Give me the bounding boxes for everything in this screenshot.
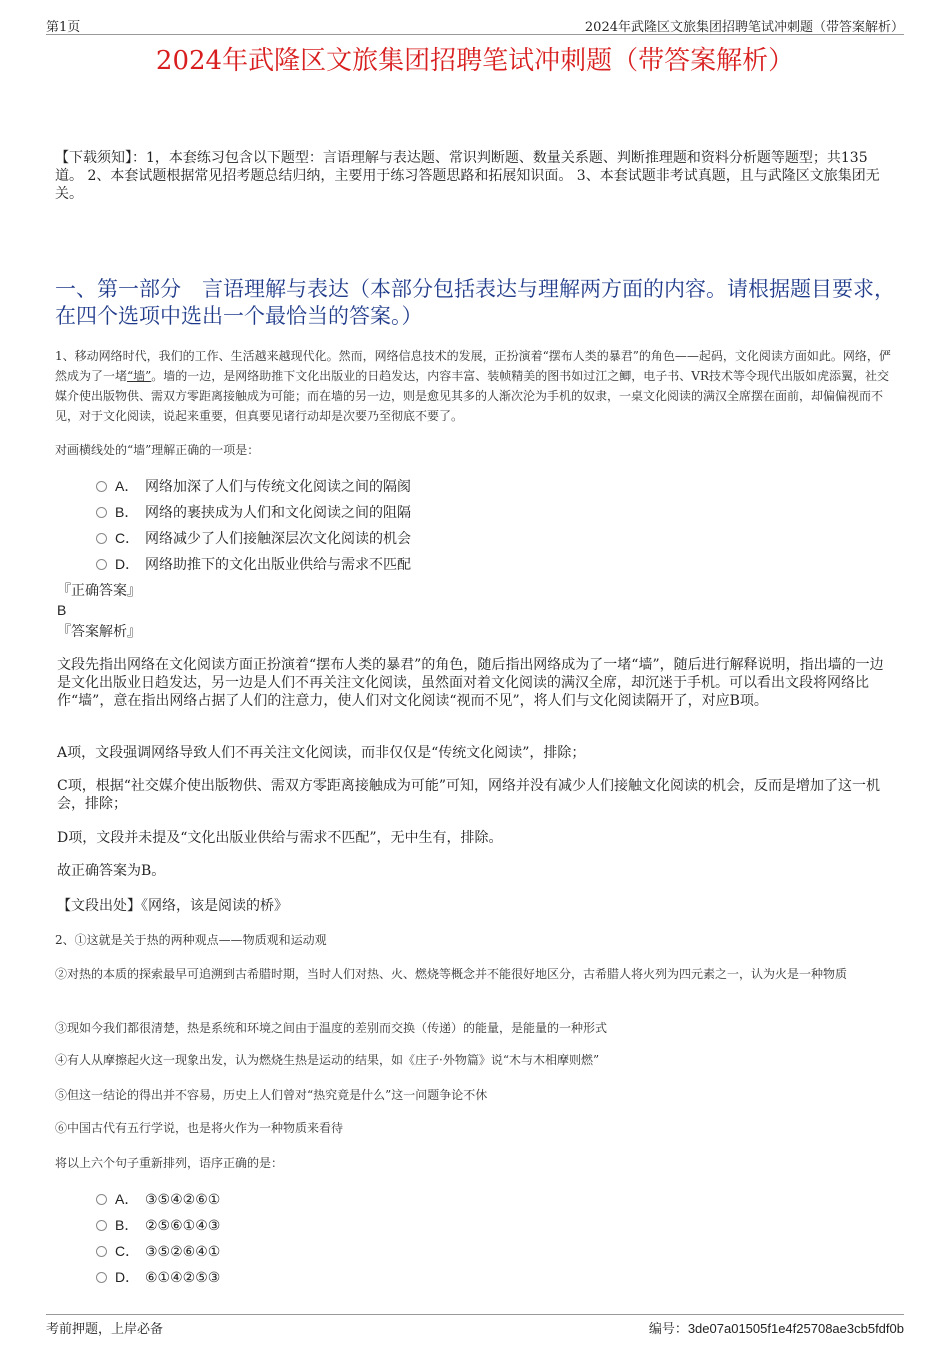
answer-label: 『正确答案』: [57, 583, 141, 599]
q2-option-a[interactable]: [96, 1186, 696, 1212]
q2-sentence: ⑥中国古代有五行学说，也是将火作为一种物质来看待: [55, 1121, 344, 1135]
option-text: ③⑤④②⑥①: [145, 1192, 221, 1208]
option-text: 网络的裹挟成为人们和文化阅读之间的阻隔: [145, 505, 411, 521]
q1-stem: 对画横线处的“墙”理解正确的一项是：: [55, 443, 260, 457]
analysis-paragraph: C项，根据“社交媒介使出版物供、需双方零距离接触成为可能”可知，网络并没有减少人们接触文化阅读的机会，反而是增加了这一机会，排除；: [57, 778, 881, 812]
radio-icon[interactable]: [96, 481, 107, 492]
option-text: 网络减少了人们接触深层次文化阅读的机会: [145, 531, 411, 547]
page-footer: [46, 1314, 904, 1337]
q2-options: [96, 1186, 696, 1290]
radio-icon[interactable]: [96, 1220, 107, 1231]
document-title: 2024年武隆区文旅集团招聘笔试冲刺题（带答案解析）: [155, 46, 795, 76]
analysis-paragraph: 文段先指出网络在文化阅读方面正扮演着“摆布人类的暴君”的角色，随后指出网络成为了一堵“墙”，随后进行解释说明，指出墙的一边是文化出版业日趋发达，另一边是人们不再关注文化阅读，虽然面对着文化阅读的满汉全席，却沉迷于手机。可以看出文段将网络比作“墙”，意在指出网络占据了人们的注意力，使人们对文化阅读“视而不见”，将人们与文化阅读隔开了，对应B项。: [57, 657, 884, 709]
option-key: A．: [115, 1191, 139, 1207]
analysis-paragraph: A项，文段强调网络导致人们不再关注文化阅读，而非仅仅是“传统文化阅读”，排除；: [57, 745, 586, 761]
option-text: ⑥①④②⑤③: [145, 1270, 221, 1286]
option-text: 网络助推下的文化出版业供给与需求不匹配: [145, 557, 411, 573]
option-text: ③⑤②⑥④①: [145, 1244, 221, 1260]
code-value: 3de07a01505f1e4f25708ae3cb5fdf0b: [687, 1321, 904, 1336]
q1-passage-part2: 。墙的一边，是网络助推下文化出版业的日趋发达，内容丰富、装帧精美的图书如过江之鲫，电子书、VR技术等令现代出版如虎添翼，社交媒介使出版物供、需双方零距离接触成为可能；而在墙的另一边，则是愈见其多的人渐次沦为手机的奴隶，一桌文化阅读的满汉全席摆在面前，却偏偏视而不见，对于文化阅读，说起来重要，但真要见诸行动却是次要乃至彻底不要了。: [55, 369, 890, 423]
radio-icon[interactable]: [96, 1246, 107, 1257]
q2-stem: 将以上六个句子重新排列，语序正确的是：: [55, 1156, 284, 1170]
q2-option-d[interactable]: [96, 1264, 696, 1290]
option-key: B．: [115, 504, 139, 520]
radio-icon[interactable]: [96, 507, 107, 518]
option-key: C．: [115, 530, 140, 546]
q1-option-d[interactable]: [96, 551, 696, 577]
q1-option-b[interactable]: [96, 499, 696, 525]
header-doc-title: 2024年武隆区文旅集团招聘笔试冲刺题（带答案解析）: [584, 20, 904, 35]
footer-slogan: 考前押题，上岸必备: [46, 1322, 164, 1337]
q2-sentence: ⑤但这一结论的得出并不容易，历史上人们曾对“热究竟是什么”这一问题争论不休: [55, 1088, 488, 1102]
q2-sentence: ④有人从摩擦起火这一现象出发，认为燃烧生热是运动的结果，如《庄子·外物篇》说“木与木相摩则燃”: [55, 1053, 600, 1067]
passage-source: 【文段出处】《网络，该是阅读的桥》: [57, 898, 288, 914]
q2-sentence: ③现如今我们都很清楚，热是系统和环境之间由于温度的差别而交换（传递）的能量，是能量的一种形式: [55, 1021, 608, 1035]
q2-option-b[interactable]: [96, 1212, 696, 1238]
radio-icon[interactable]: [96, 1194, 107, 1205]
radio-icon[interactable]: [96, 559, 107, 570]
q2-sentence: ②对热的本质的探索最早可追溯到古希腊时期，当时人们对热、火、燃烧等概念并不能很好地区分，古希腊人将火列为四元素之一，认为火是一种物质: [55, 967, 848, 981]
radio-icon[interactable]: [96, 1272, 107, 1283]
option-key: C．: [115, 1243, 140, 1259]
page-header: [46, 14, 904, 35]
q1-options: [96, 473, 696, 577]
code-label: 编号：: [648, 1322, 688, 1337]
option-text: ②⑤⑥①④③: [145, 1218, 221, 1234]
q1-option-a[interactable]: [96, 473, 696, 499]
page-number: 第1页: [46, 20, 81, 35]
option-key: D．: [115, 556, 140, 572]
radio-icon[interactable]: [96, 533, 107, 544]
footer-code: [649, 1318, 904, 1337]
section-heading: 一、第一部分 言语理解与表达（本部分包括表达与理解两方面的内容。请根据题目要求，在四个选项中选出一个最恰当的答案。）: [55, 277, 895, 328]
option-text: 网络加深了人们与传统文化阅读之间的隔阂: [145, 479, 411, 495]
option-key: D．: [115, 1269, 140, 1285]
q1-passage-part1: 1、移动网络时代，我们的工作、生活越来越现代化。然而，网络信息技术的发展，正扮演着“摆布人类的暴君”的角色——起码，文化阅读方面如此。网络，俨然成为了一堵: [55, 349, 891, 383]
analysis-paragraph: D项，文段并未提及“文化出版业供给与需求不匹配”，无中生有，排除。: [57, 830, 503, 846]
analysis-conclusion: 故正确答案为B。: [57, 863, 166, 879]
option-key: B．: [115, 1217, 139, 1233]
q1-passage: [55, 346, 895, 426]
option-key: A．: [115, 478, 139, 494]
q1-option-c[interactable]: [96, 525, 696, 551]
correct-answer: B: [57, 602, 67, 618]
q2-sentence: 2、①这就是关于热的两种观点——物质观和运动观: [55, 933, 327, 947]
q2-option-c[interactable]: [96, 1238, 696, 1264]
analysis-label: 『答案解析』: [57, 624, 141, 640]
download-notice: 【下载须知】：1，本套练习包含以下题型：言语理解与表达题、常识判断题、数量关系题、判断推理题和资料分析题等题型；共135道。 2、本套试题根据常见招考题总结归纳，主要用于练习答题思路和拓展知识面。 3、本套试题非考试真题，且与武隆区文旅集团无关。: [55, 150, 880, 202]
q1-underlined-word: “墙”: [127, 369, 152, 383]
